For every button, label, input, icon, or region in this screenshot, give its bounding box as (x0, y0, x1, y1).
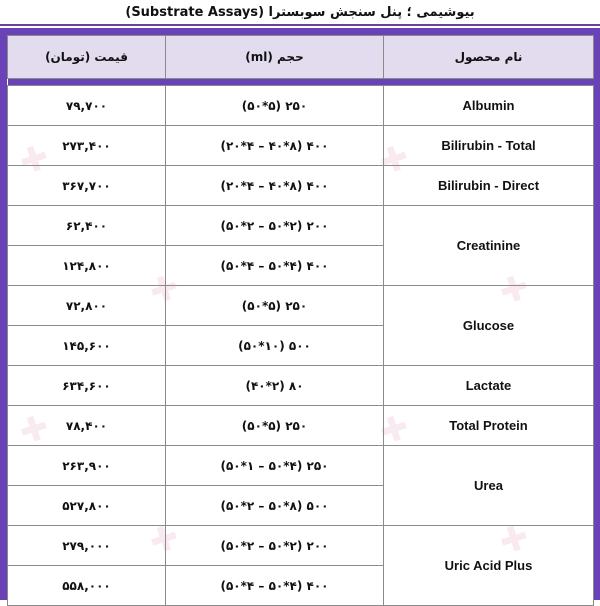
table-row (8, 286, 594, 326)
volume-cell: ۴۰۰ (۸*۴۰ – ۴*۲۰) (166, 166, 384, 206)
volume-cell: ۵۰۰ (۱۰*۵۰) (166, 326, 384, 366)
table-row (8, 126, 594, 166)
price-cell: ۲۶۳,۹۰۰ (8, 446, 166, 486)
table-row (8, 366, 594, 406)
table-row (8, 86, 594, 126)
table-header-row (8, 36, 594, 79)
price-cell: ۱۴۵,۶۰۰ (8, 326, 166, 366)
product-name: Total Protein (384, 406, 594, 446)
header-price: قیمت (تومان) (8, 36, 166, 79)
table-row (8, 206, 594, 246)
product-name: Urea (384, 446, 594, 526)
volume-cell: ۲۰۰ (۲*۵۰ – ۲*۵۰) (166, 206, 384, 246)
volume-cell: ۴۰۰ (۸*۴۰ – ۴*۲۰) (166, 126, 384, 166)
price-cell: ۶۳۴,۶۰۰ (8, 366, 166, 406)
price-cell: ۳۶۷,۷۰۰ (8, 166, 166, 206)
price-cell: ۷۸,۴۰۰ (8, 406, 166, 446)
volume-cell: ۲۵۰ (۵*۵۰) (166, 286, 384, 326)
header-product: نام محصول (384, 36, 594, 79)
table-row (8, 406, 594, 446)
volume-cell: ۴۰۰ (۴*۵۰ – ۴*۵۰) (166, 566, 384, 606)
price-table (7, 35, 594, 606)
product-name: Glucose (384, 286, 594, 366)
header-volume: حجم (ml) (166, 36, 384, 79)
volume-cell: ۴۰۰ (۴*۵۰ – ۴*۵۰) (166, 246, 384, 286)
price-cell: ۲۷۹,۰۰۰ (8, 526, 166, 566)
price-cell: ۷۲,۸۰۰ (8, 286, 166, 326)
price-cell: ۷۹,۷۰۰ (8, 86, 166, 126)
product-name: Albumin (384, 86, 594, 126)
price-cell: ۶۲,۴۰۰ (8, 206, 166, 246)
volume-cell: ۵۰۰ (۸*۵۰ – ۲*۵۰) (166, 486, 384, 526)
header-spacer (8, 79, 594, 86)
product-name: Bilirubin - Direct (384, 166, 594, 206)
table-row (8, 166, 594, 206)
volume-cell: ۲۰۰ (۲*۵۰ – ۲*۵۰) (166, 526, 384, 566)
product-name: Creatinine (384, 206, 594, 286)
volume-cell: ۲۵۰ (۴*۵۰ – ۱*۵۰) (166, 446, 384, 486)
product-name: Uric Acid Plus (384, 526, 594, 606)
table-frame (0, 28, 600, 600)
table-row (8, 446, 594, 486)
product-name: Lactate (384, 366, 594, 406)
price-cell: ۵۵۸,۰۰۰ (8, 566, 166, 606)
price-cell: ۱۲۴,۸۰۰ (8, 246, 166, 286)
volume-cell: ۲۵۰ (۵*۵۰) (166, 406, 384, 446)
price-cell: ۲۷۳,۴۰۰ (8, 126, 166, 166)
price-cell: ۵۲۷,۸۰۰ (8, 486, 166, 526)
page-title (0, 0, 600, 26)
volume-cell: ۸۰ (۲*۴۰) (166, 366, 384, 406)
volume-cell: ۲۵۰ (۵*۵۰) (166, 86, 384, 126)
title-text: بیوشیمی ؛ پنل سنجش سوبسترا (Substrate Assays) (125, 4, 475, 20)
product-name: Bilirubin - Total (384, 126, 594, 166)
table-row (8, 526, 594, 566)
